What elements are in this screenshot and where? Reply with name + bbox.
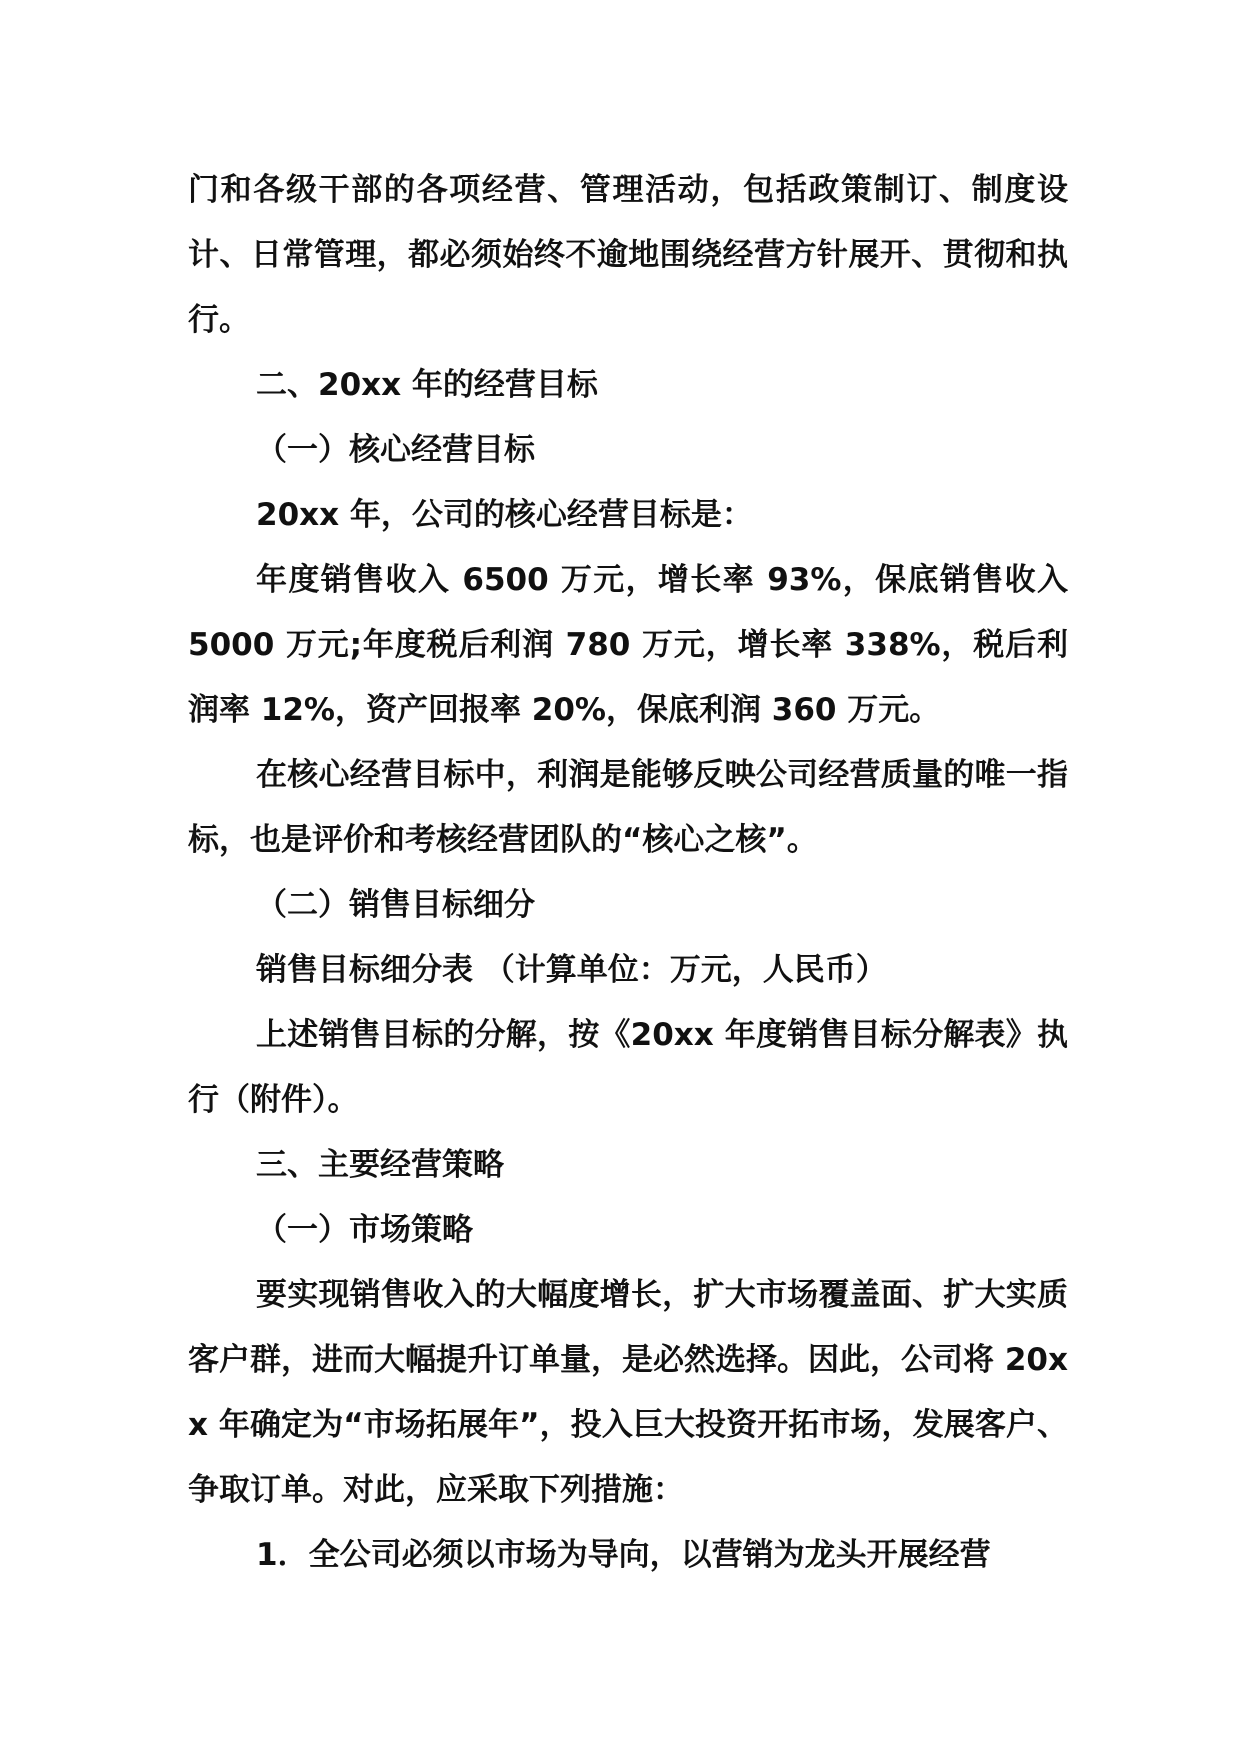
paragraph-market-expansion: 要实现销售收入的大幅度增长，扩大市场覆盖面、扩大实质客户群，进而大幅提升订单量，是必然选择。因此，公司将 20xx 年确定为“市场拓展年”，投入巨大投资开拓市场，发展客户、争取订单。对此，应采取下列措施： <box>188 1277 1068 1508</box>
subsection-heading-sales-breakdown: （二）销售目标细分 <box>256 887 535 923</box>
paragraph-management-activities: 门和各级干部的各项经营、管理活动，包括政策制订、制度设计、日常管理，都必须始终不逾地围绕经营方针展开、贯彻和执行。 <box>188 172 1068 338</box>
section-heading-strategies: 三、主要经营策略 <box>256 1147 504 1183</box>
paragraph-profit-key-indicator: 在核心经营目标中，利润是能够反映公司经营质量的唯一指标，也是评价和考核经营团队的“核心之核”。 <box>188 757 1068 858</box>
paragraph-sales-table-caption: 销售目标细分表 （计算单位：万元，人民币） <box>256 952 887 988</box>
subsection-heading-core-goals: （一）核心经营目标 <box>256 432 535 468</box>
paragraph-revenue-profit-targets: 年度销售收入 6500 万元，增长率 93%，保底销售收入 5000 万元;年度税后利润 780 万元，增长率 338%，税后利润率 12%，资产回报率 20%，保底利润 360 万元。 <box>188 562 1068 728</box>
list-item-market-oriented: 1．全公司必须以市场为导向，以营销为龙头开展经营 <box>256 1537 991 1573</box>
paragraph-core-goals-intro: 20xx 年，公司的核心经营目标是： <box>256 497 753 533</box>
subsection-heading-market-strategy: （一）市场策略 <box>256 1212 473 1248</box>
paragraph-sales-breakdown-reference: 上述销售目标的分解，按《20xx 年度销售目标分解表》执行（附件）。 <box>188 1017 1068 1118</box>
section-heading-business-goals: 二、20xx 年的经营目标 <box>256 367 598 403</box>
document-page <box>188 158 1068 1588</box>
